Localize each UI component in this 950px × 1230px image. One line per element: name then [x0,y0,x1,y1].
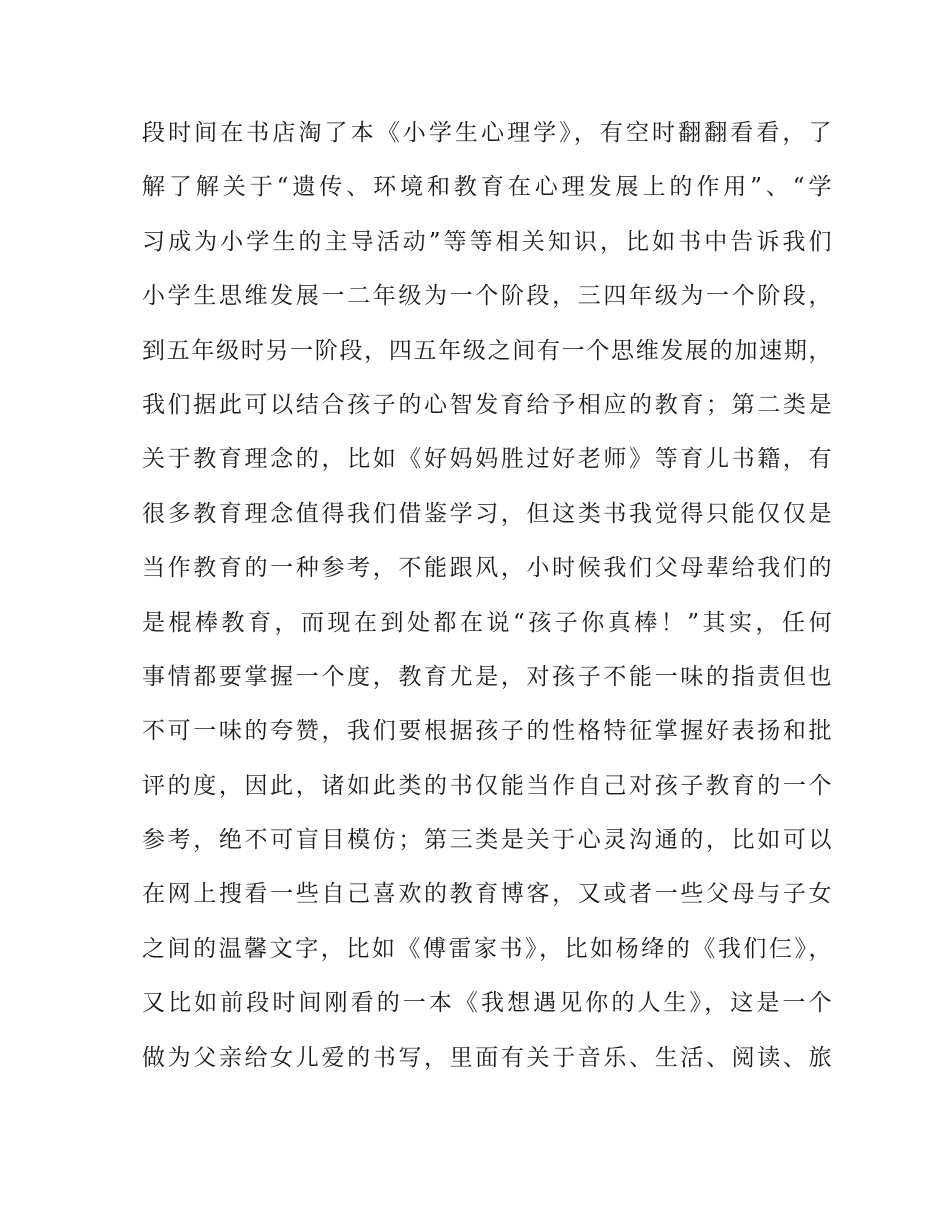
text-line: 不可一味的夸赞，我们要根据孩子的性格特征掌握好表扬和批 [142,718,832,745]
text-line: 我们据此可以结合孩子的心智发育给予相应的教育；第二类是 [142,391,832,418]
text-line: 之间的温馨文字，比如《傅雷家书》，比如杨绛的《我们仨》， [142,935,832,962]
text-line: 关于教育理念的，比如《好妈妈胜过好老师》等育儿书籍，有 [142,446,832,473]
text-line: 很多教育理念值得我们借鉴学习，但这类书我觉得只能仅仅是 [142,500,832,527]
text-line: 做为父亲给女儿爱的书写，里面有关于音乐、生活、阅读、旅 [142,1044,832,1071]
text-line: 事情都要掌握一个度，教育尤是，对孩子不能一味的指责但也 [142,663,832,690]
text-line: 小学生思维发展一二年级为一个阶段，三四年级为一个阶段， [142,283,832,310]
text-line: 当作教育的一种参考，不能跟风，小时候我们父母辈给我们的 [142,555,832,582]
text-line: 到五年级时另一阶段，四五年级之间有一个思维发展的加速期， [142,337,832,364]
text-line: 又比如前段时间刚看的一本《我想遇见你的人生》，这是一个 [142,990,832,1017]
text-line: 在网上搜看一些自己喜欢的教育博客，又或者一些父母与子女 [142,881,832,908]
text-line: 参考，绝不可盲目模仿；第三类是关于心灵沟通的，比如可以 [142,827,832,854]
text-line: 习成为小学生的主导活动”等等相关知识，比如书中告诉我们 [142,228,832,255]
body-text [142,106,832,1085]
text-line: 是棍棒教育，而现在到处都在说“孩子你真棒！”其实，任何 [142,609,832,636]
text-line: 段时间在书店淘了本《小学生心理学》，有空时翻翻看看，了 [142,120,832,146]
text-line: 解了解关于“遗传、环境和教育在心理发展上的作用”、“学 [142,174,832,201]
text-line: 评的度，因此，诸如此类的书仅能当作自己对孩子教育的一个 [142,772,832,799]
